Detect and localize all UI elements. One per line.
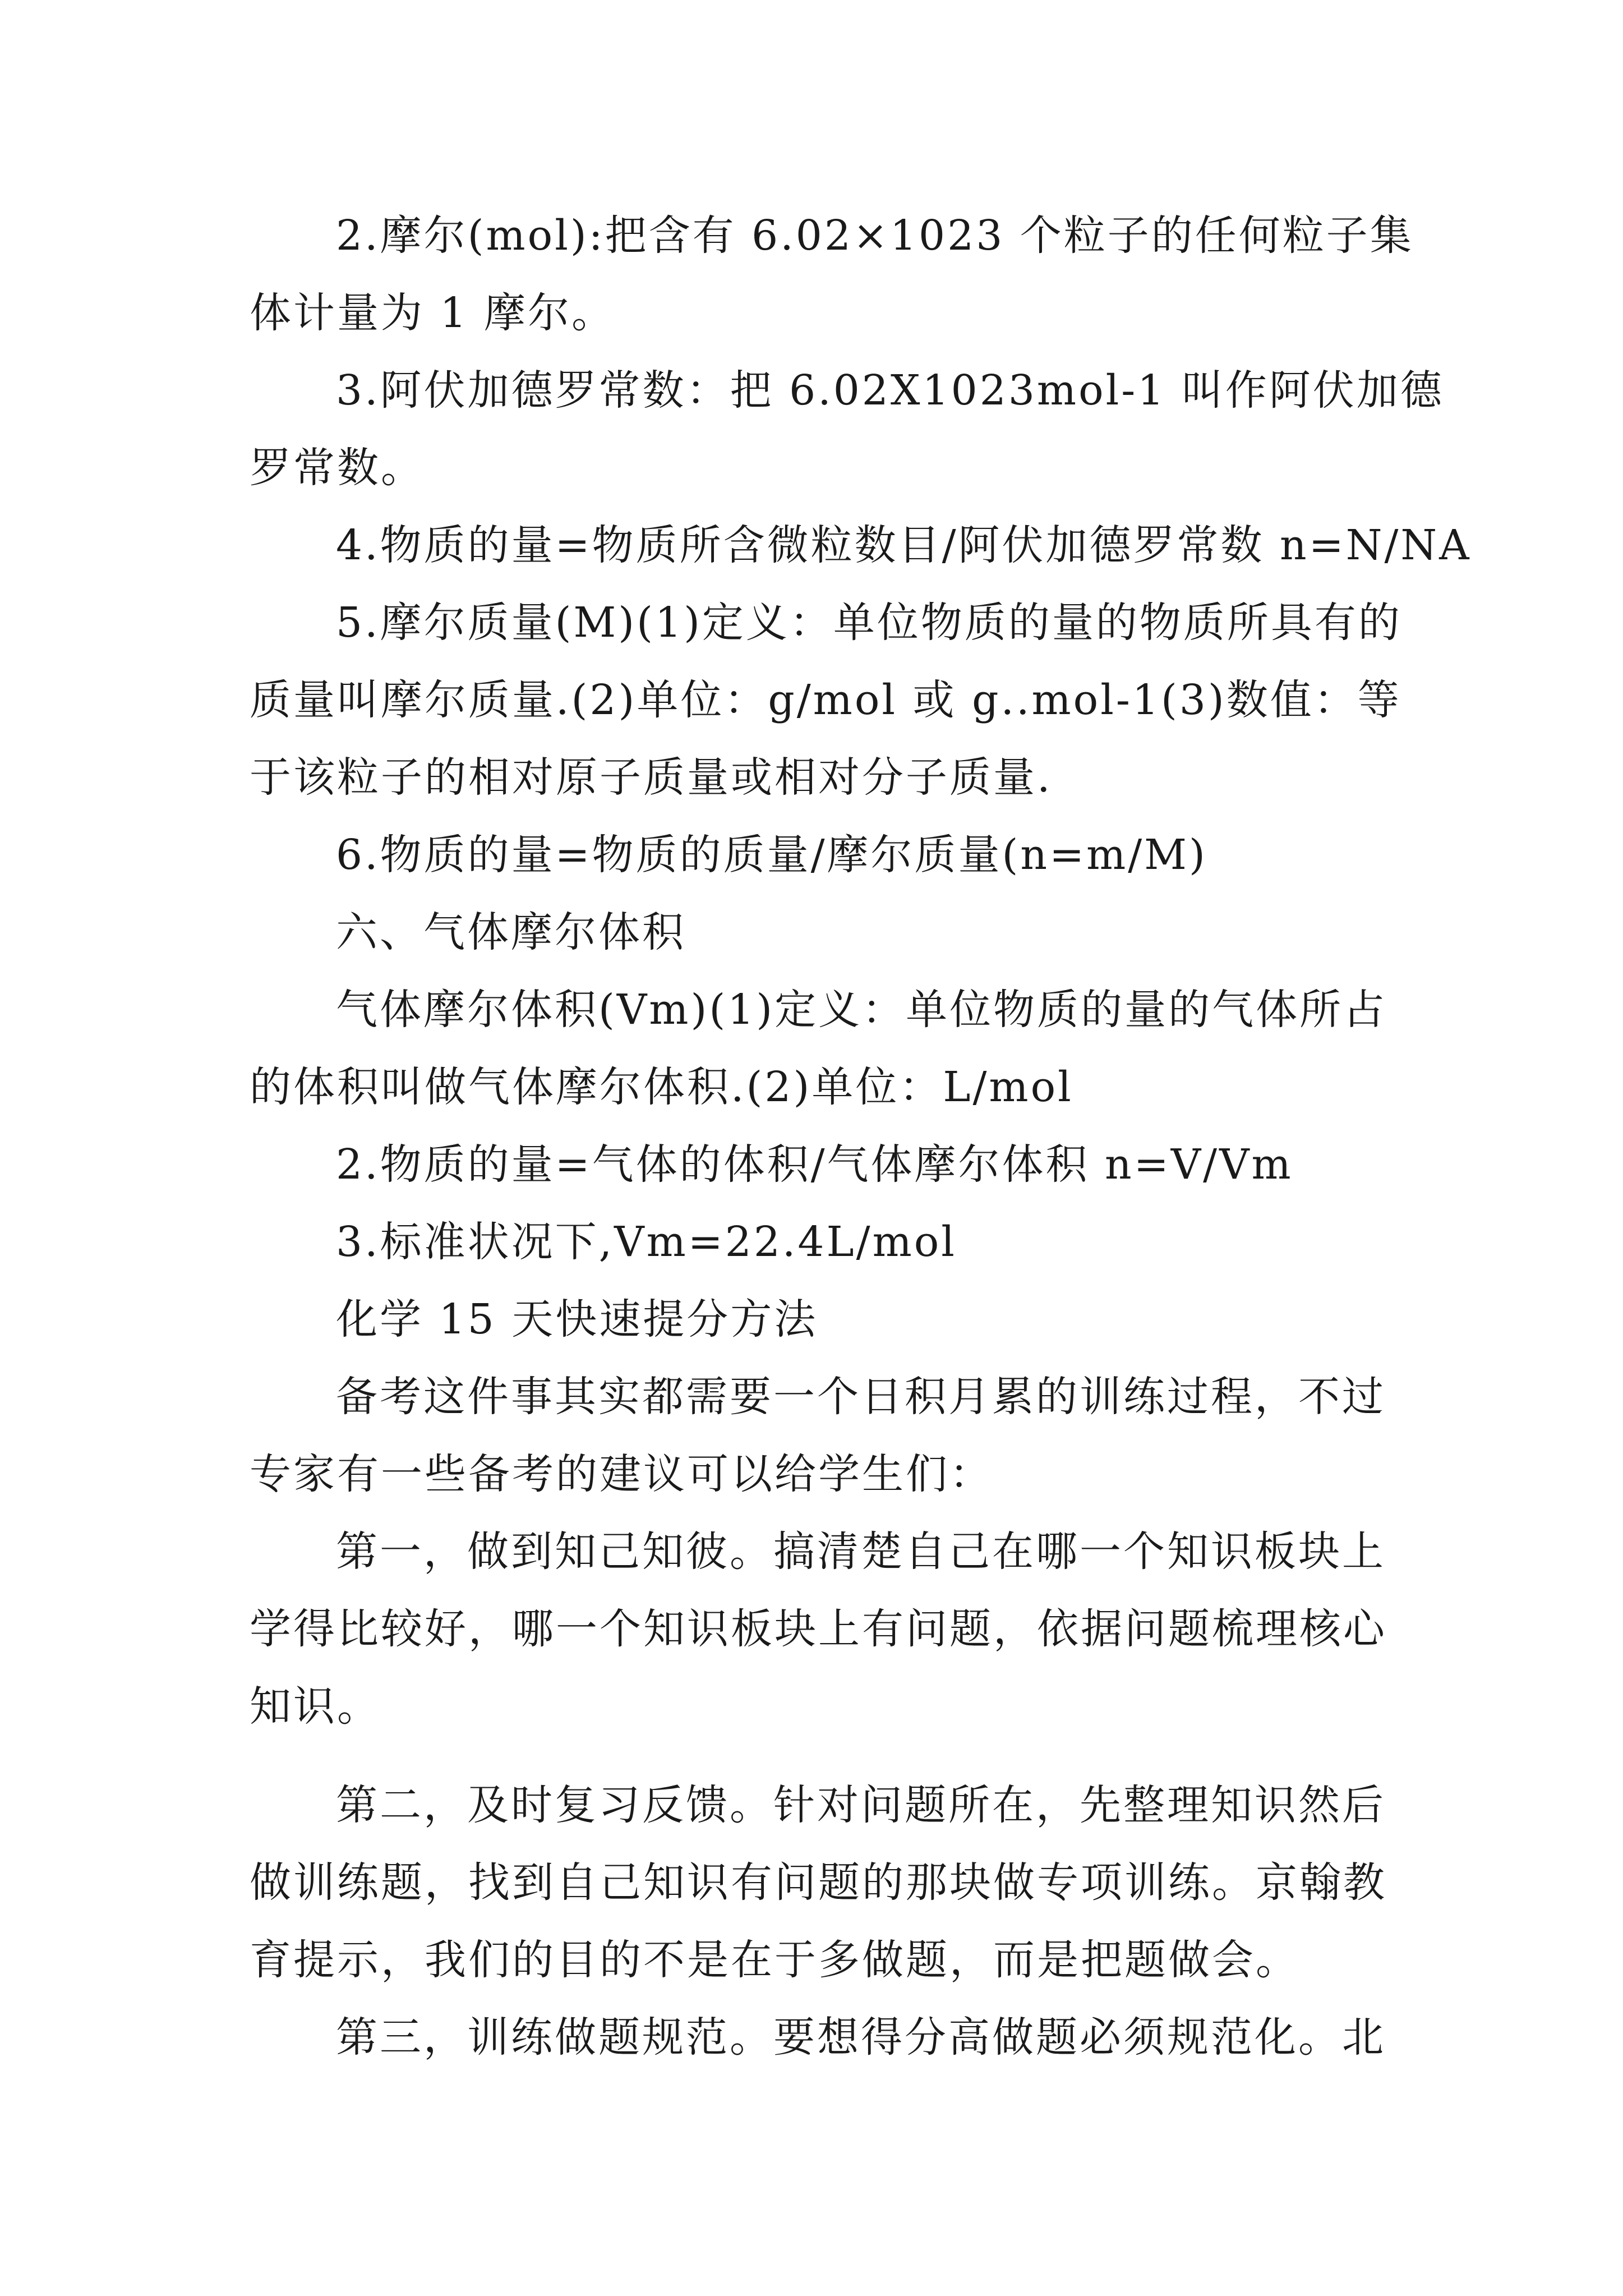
text-line: 6.物质的量=物质的质量/摩尔质量(n=m/M) — [336, 831, 1207, 879]
text-line: 3.阿伏加德罗常数：把 6.02X1023mol-1 叫作阿伏加德 — [336, 366, 1444, 415]
text-line: 3.标准状况下,Vm=22.4L/mol — [336, 1218, 957, 1266]
text-line: 气体摩尔体积(Vm)(1)定义：单位物质的量的气体所占 — [336, 986, 1387, 1034]
text-line: 做训练题，找到自己知识有问题的那块做专项训练。京翰教 — [250, 1858, 1387, 1907]
text-line: 2.摩尔(mol):把含有 6.02×1023 个粒子的任何粒子集 — [336, 211, 1414, 260]
text-line: 体计量为 1 摩尔。 — [250, 289, 616, 337]
text-line: 4.物质的量=物质所含微粒数目/阿伏加德罗常数 n=N/NA — [336, 521, 1472, 569]
section-heading: 六、气体摩尔体积 — [336, 908, 686, 956]
text-line: 专家有一些备考的建议可以给学生们： — [250, 1450, 993, 1498]
text-line: 学得比较好，哪一个知识板块上有问题，依据问题梳理核心 — [250, 1605, 1387, 1653]
text-line: 备考这件事其实都需要一个日积月累的训练过程，不过 — [336, 1373, 1386, 1421]
text-line: 育提示，我们的目的不是在于多做题，而是把题做会。 — [250, 1936, 1299, 1984]
text-line: 第二，及时复习反馈。针对问题所在，先整理知识然后 — [336, 1781, 1386, 1829]
section-heading: 化学 15 天快速提分方法 — [336, 1295, 818, 1343]
text-line: 2.物质的量=气体的体积/气体摩尔体积 n=V/Vm — [336, 1140, 1293, 1189]
text-line: 第一，做到知己知彼。搞清楚自己在哪一个知识板块上 — [336, 1527, 1386, 1576]
text-line: 罗常数。 — [250, 444, 425, 492]
text-line: 5.摩尔质量(M)(1)定义：单位物质的量的物质所具有的 — [336, 599, 1402, 647]
text-line: 的体积叫做气体摩尔体积.(2)单位：L/mol — [250, 1063, 1073, 1111]
text-line: 质量叫摩尔质量.(2)单位：g/mol 或 g..mol-1(3)数值：等 — [250, 676, 1401, 724]
text-line: 第三，训练做题规范。要想得分高做题必须规范化。北 — [336, 2013, 1386, 2062]
text-line: 于该粒子的相对原子质量或相对分子质量. — [250, 753, 1053, 802]
text-line: 知识。 — [250, 1682, 381, 1731]
